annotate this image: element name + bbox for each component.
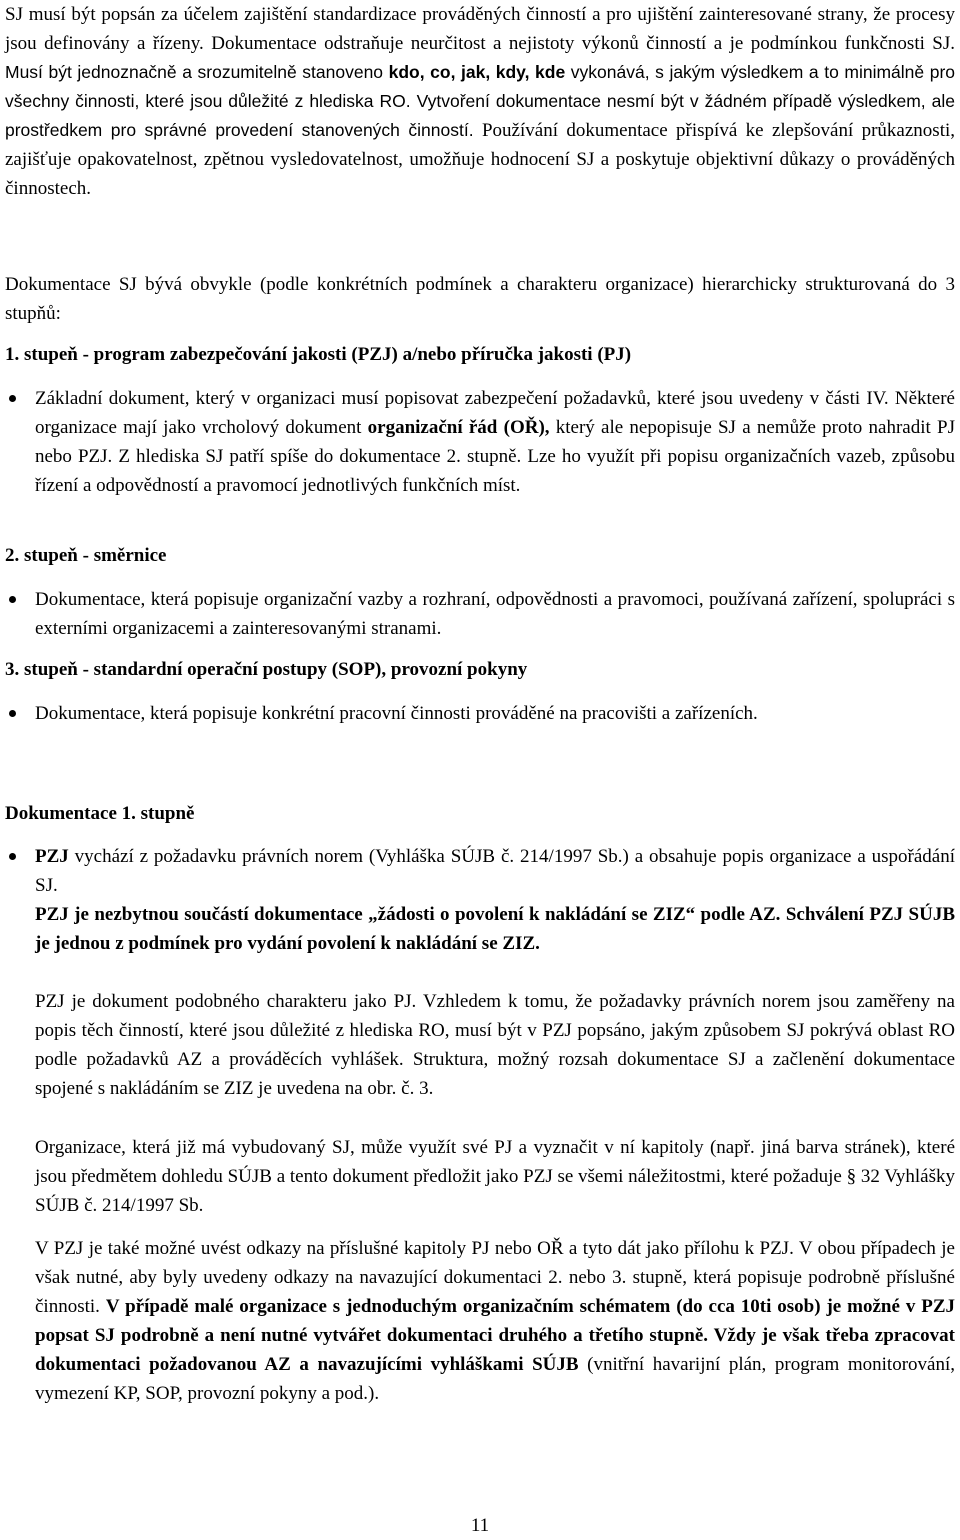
section-p5-text-1: V PZJ je také možné uvést odkazy na příslušné kapitoly PJ nebo OŘ a tyto dát jako přílohu k PZJ. V obou případech je však nutné, aby byly uvedeny odkazy na navazující dokumentaci 2. nebo 3. stupně, která popisuje podrobně příslušné činnosti. xyxy=(35,1238,955,1317)
section-bullet xyxy=(35,842,955,900)
bullet-icon xyxy=(9,596,16,603)
level1-text-1: Základní dokument, který v organizaci musí popisovat zabezpečení požadavků, které jsou uvedeny v části IV. Některé organizace mají jako vrcholový dokument xyxy=(35,388,955,438)
bullet-icon xyxy=(9,395,16,402)
section-p3: PZJ je dokument podobného charakteru jako PJ. Vzhledem k tomu, že požadavky právních norem jsou zaměřeny na popis těch činností, které jsou důležité z hlediska RO, musí být v PZJ popsáno, jakým způsobem SJ pokrývá oblast RO podle požadavků AZ a prováděcích vyhlášek. Struktura, možný rozsah dokumentace SJ a začlenění dokumentace spojené s nakládáním se ZIZ je uvedena na obr. č. 3. xyxy=(35,991,955,1099)
level2-heading-rest: směrnice xyxy=(93,545,167,566)
intro-paragraph xyxy=(5,0,955,203)
level3-bullet xyxy=(35,699,955,728)
level2-heading xyxy=(5,541,955,570)
level3-text: Dokumentace, která popisuje konkrétní pracovní činnosti prováděné na pracovišti a zařízeních. xyxy=(35,703,758,724)
level1-heading: 1. stupeň - program zabezpečování jakosti (PZJ) a/nebo příručka jakosti (PJ) xyxy=(5,344,632,365)
level2-heading-num: 2. stupeň - xyxy=(5,545,94,566)
section-p2: PZJ je nezbytnou součástí dokumentace „žádosti o povolení k nakládání se ZIZ“ podle AZ. Schválení PZJ SÚJB je jednou z podmínek pro vydání povolení k nakládání se ZIZ. xyxy=(35,904,955,954)
section-p1-bold: PZJ xyxy=(35,846,69,867)
intro-text-2: Musí být jednoznačně a srozumitelně stanoveno xyxy=(5,62,389,82)
page-number: 11 xyxy=(470,1515,490,1536)
document-page xyxy=(5,0,955,1537)
section-p5-text-2: V případě malé organizace s jednoduchým organizačním schématem (do cca 10ti osob) je možné v PZJ popsat SJ podrobně a není nutné vytvářet dokumentaci druhého a třetího stupně. Vždy je však třeba zpracovat dokumentaci požadovanou AZ a navazujícími vyhláškami SÚJB xyxy=(35,1296,955,1375)
level1-text-2: organizační řád (OŘ), xyxy=(367,417,550,438)
level2-bullet xyxy=(35,585,955,643)
level1-text-3: který ale nepopisuje SJ a nemůže proto nahradit PJ nebo PZJ. Z hlediska SJ patří spíše do dokumentace 2. stupně. Lze ho využít při popisu organizačních vazeb, způsobu řízení a odpovědností a pravomocí jednotlivých funkčních míst. xyxy=(35,417,955,496)
bullet-icon xyxy=(9,710,16,717)
bullet-icon xyxy=(9,853,16,860)
intro-text-1: SJ musí být popsán za účelem zajištění standardizace prováděných činností a pro ujištění zainteresované strany, že procesy jsou definovány a řízeny. Dokumentace odstraňuje neurčitost a nejistoty výkonů činností a je podmínkou funkčnosti SJ. xyxy=(5,4,955,54)
section-p5-text-3: (vnitřní havarijní plán, program monitorování, vymezení KP, SOP, provozní pokyny a pod.). xyxy=(35,1354,955,1404)
level3-heading: 3. stupeň - standardní operační postupy (SOP), provozní pokyny xyxy=(5,659,528,680)
level2-text: Dokumentace, která popisuje organizační vazby a rozhraní, odpovědnosti a pravomoci, používaná zařízení, spolupráci s externími organizacemi a zainteresovanými stranami. xyxy=(35,589,955,639)
section-p5 xyxy=(35,1234,955,1408)
section-heading: Dokumentace 1. stupně xyxy=(5,803,195,824)
level1-bullet xyxy=(35,384,955,500)
intro-text-6: Používání dokumentace přispívá ke zlepšování průkaznosti, zajišťuje opakovatelnost, zpětnou vysledovatelnost, umožňuje hodnocení SJ a poskytuje objektivní důkazy o prováděných činnostech. xyxy=(5,120,956,199)
intro-text-4: vykonává, s jakým výsledkem a to minimálně pro všechny činnosti, které jsou důležité z hlediska RO. xyxy=(5,62,955,111)
intro-text-5: Vytvoření dokumentace nesmí být v žádném případě výsledkem, ale prostředkem pro správné provedení stanovených činností. xyxy=(5,91,955,140)
intro-text-3: kdo, co, jak, kdy, kde xyxy=(388,62,566,82)
section-p4: Organizace, která již má vybudovaný SJ, může využít své PJ a vyznačit v ní kapitoly (např. jiná barva stránek), které jsou předmětem dohledu SÚJB a tento dokument předložit jako PZJ se všemi náležitostmi, které požaduje § 32 Vyhlášky SÚJB č. 214/1997 Sb. xyxy=(35,1137,955,1216)
hierarchy-intro: Dokumentace SJ bývá obvykle (podle konkrétních podmínek a charakteru organizace) hierarchicky strukturovaná do 3 stupňů: xyxy=(5,274,955,324)
section-p1-text: vychází z požadavku právních norem (Vyhláška SÚJB č. 214/1997 Sb.) a obsahuje popis organizace a uspořádání SJ. xyxy=(35,846,955,896)
